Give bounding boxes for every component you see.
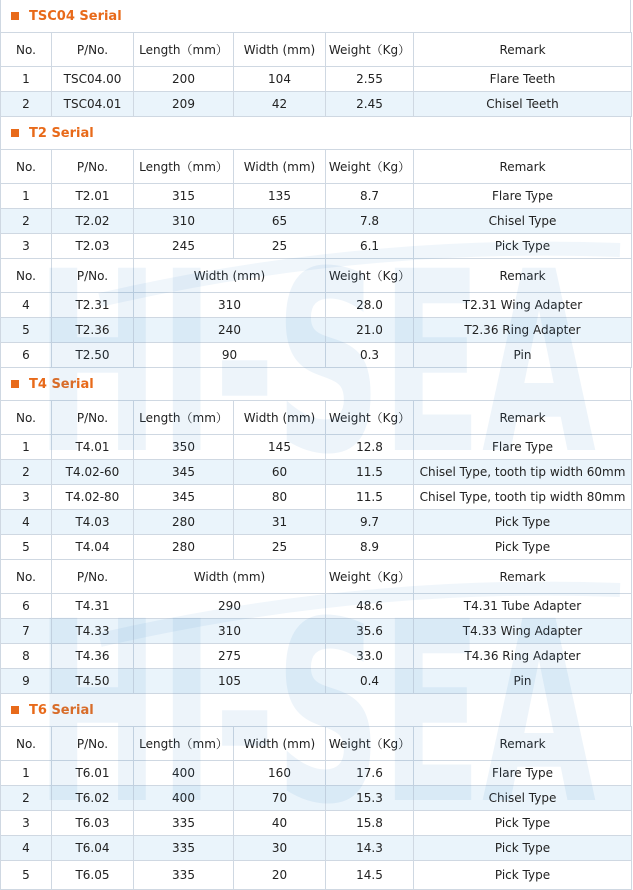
cell-weight: 8.9	[326, 535, 414, 560]
column-header: P/No.	[52, 401, 134, 435]
column-header: Weight（Kg）	[326, 33, 414, 67]
table-row	[1, 594, 632, 619]
cell-no: 1	[1, 184, 52, 209]
cell-remark: Chisel Type	[414, 209, 632, 234]
cell-weight: 0.4	[326, 669, 414, 694]
table-row	[1, 644, 632, 669]
cell-length: 400	[134, 786, 234, 811]
column-header: Weight（Kg）	[326, 259, 414, 293]
cell-weight: 15.3	[326, 786, 414, 811]
table-row	[1, 234, 632, 259]
column-header: Weight（Kg）	[326, 150, 414, 184]
cell-weight: 8.7	[326, 184, 414, 209]
cell-remark: Pick Type	[414, 234, 632, 259]
table-header-row	[1, 259, 632, 293]
cell-weight: 14.5	[326, 861, 414, 890]
section-header	[0, 117, 631, 149]
cell-part-number: T2.36	[52, 318, 134, 343]
cell-part-number: T2.50	[52, 343, 134, 368]
column-header: No.	[1, 150, 52, 184]
column-header: No.	[1, 401, 52, 435]
cell-weight: 12.8	[326, 435, 414, 460]
cell-width: 135	[234, 184, 326, 209]
table-row	[1, 861, 632, 890]
table-row	[1, 343, 632, 368]
cell-weight: 21.0	[326, 318, 414, 343]
cell-part-number: T6.01	[52, 761, 134, 786]
cell-width: 30	[234, 836, 326, 861]
cell-no: 5	[1, 535, 52, 560]
cell-weight: 6.1	[326, 234, 414, 259]
cell-width: 104	[234, 67, 326, 92]
table-header-row	[1, 401, 632, 435]
table-row	[1, 761, 632, 786]
cell-width: 105	[134, 669, 326, 694]
cell-weight: 2.45	[326, 92, 414, 117]
table-row	[1, 67, 632, 92]
cell-part-number: T2.03	[52, 234, 134, 259]
column-header: Length（mm）	[134, 150, 234, 184]
cell-weight: 14.3	[326, 836, 414, 861]
cell-width: 240	[134, 318, 326, 343]
column-header: P/No.	[52, 560, 134, 594]
cell-no: 2	[1, 460, 52, 485]
cell-remark: T2.36 Ring Adapter	[414, 318, 632, 343]
table-row	[1, 92, 632, 117]
cell-remark: Pick Type	[414, 510, 632, 535]
cell-remark: T4.33 Wing Adapter	[414, 619, 632, 644]
cell-no: 2	[1, 92, 52, 117]
cell-remark: Flare Type	[414, 761, 632, 786]
cell-no: 4	[1, 293, 52, 318]
column-header: Width (mm)	[134, 259, 326, 293]
cell-remark: Flare Type	[414, 184, 632, 209]
cell-width: 145	[234, 435, 326, 460]
cell-no: 3	[1, 234, 52, 259]
table-row	[1, 435, 632, 460]
column-header: Remark	[414, 727, 632, 761]
cell-width: 275	[134, 644, 326, 669]
table-header-row	[1, 560, 632, 594]
cell-remark: Pin	[414, 669, 632, 694]
column-header: Remark	[414, 560, 632, 594]
cell-no: 8	[1, 644, 52, 669]
cell-no: 6	[1, 343, 52, 368]
cell-remark: Pick Type	[414, 861, 632, 890]
cell-weight: 48.6	[326, 594, 414, 619]
cell-part-number: T4.01	[52, 435, 134, 460]
cell-length: 280	[134, 535, 234, 560]
cell-length: 245	[134, 234, 234, 259]
cell-no: 2	[1, 209, 52, 234]
column-header: P/No.	[52, 150, 134, 184]
cell-no: 4	[1, 836, 52, 861]
cell-width: 31	[234, 510, 326, 535]
cell-width: 160	[234, 761, 326, 786]
section-header	[0, 368, 631, 400]
cell-width: 60	[234, 460, 326, 485]
cell-no: 7	[1, 619, 52, 644]
table-header-row	[1, 150, 632, 184]
square-bullet-icon	[11, 706, 19, 714]
cell-width: 65	[234, 209, 326, 234]
table-row	[1, 209, 632, 234]
table-row	[1, 485, 632, 510]
cell-remark: Pick Type	[414, 836, 632, 861]
cell-remark: T2.31 Wing Adapter	[414, 293, 632, 318]
cell-length: 400	[134, 761, 234, 786]
cell-no: 3	[1, 811, 52, 836]
section-header	[0, 694, 631, 726]
cell-remark: Chisel Type	[414, 786, 632, 811]
cell-width: 310	[134, 293, 326, 318]
cell-length: 310	[134, 209, 234, 234]
cell-no: 3	[1, 485, 52, 510]
cell-width: 25	[234, 535, 326, 560]
cell-length: 335	[134, 861, 234, 890]
cell-part-number: TSC04.01	[52, 92, 134, 117]
cell-length: 200	[134, 67, 234, 92]
cell-part-number: TSC04.00	[52, 67, 134, 92]
cell-length: 315	[134, 184, 234, 209]
cell-no: 6	[1, 594, 52, 619]
square-bullet-icon	[11, 129, 19, 137]
column-header: Weight（Kg）	[326, 727, 414, 761]
cell-part-number: T4.33	[52, 619, 134, 644]
table-row	[1, 811, 632, 836]
table-header-row	[1, 33, 632, 67]
table-row	[1, 669, 632, 694]
cell-part-number: T6.05	[52, 861, 134, 890]
column-header: Remark	[414, 150, 632, 184]
square-bullet-icon	[11, 12, 19, 20]
table-row	[1, 535, 632, 560]
table-row	[1, 619, 632, 644]
cell-part-number: T4.04	[52, 535, 134, 560]
table-row	[1, 786, 632, 811]
column-header: P/No.	[52, 259, 134, 293]
column-header: Weight（Kg）	[326, 401, 414, 435]
cell-width: 70	[234, 786, 326, 811]
cell-part-number: T6.04	[52, 836, 134, 861]
cell-no: 5	[1, 861, 52, 890]
cell-width: 310	[134, 619, 326, 644]
cell-length: 280	[134, 510, 234, 535]
cell-length: 345	[134, 460, 234, 485]
cell-weight: 11.5	[326, 485, 414, 510]
column-header: No.	[1, 259, 52, 293]
cell-weight: 17.6	[326, 761, 414, 786]
column-header: Length（mm）	[134, 727, 234, 761]
cell-width: 20	[234, 861, 326, 890]
cell-part-number: T4.02-80	[52, 485, 134, 510]
cell-no: 9	[1, 669, 52, 694]
column-header: Remark	[414, 401, 632, 435]
cell-no: 1	[1, 67, 52, 92]
cell-width: 90	[134, 343, 326, 368]
cell-part-number: T4.03	[52, 510, 134, 535]
cell-length: 345	[134, 485, 234, 510]
cell-part-number: T4.36	[52, 644, 134, 669]
section-title: TSC04 Serial	[29, 8, 122, 24]
cell-remark: Pin	[414, 343, 632, 368]
cell-no: 1	[1, 435, 52, 460]
cell-no: 1	[1, 761, 52, 786]
section-header	[0, 0, 631, 32]
column-header: No.	[1, 560, 52, 594]
cell-weight: 33.0	[326, 644, 414, 669]
cell-remark: Chisel Type, tooth tip width 80mm	[414, 485, 632, 510]
cell-part-number: T4.02-60	[52, 460, 134, 485]
cell-remark: T4.36 Ring Adapter	[414, 644, 632, 669]
cell-remark: Flare Type	[414, 435, 632, 460]
column-header: Remark	[414, 259, 632, 293]
cell-remark: Chisel Type, tooth tip width 60mm	[414, 460, 632, 485]
cell-length: 350	[134, 435, 234, 460]
column-header: Weight（Kg）	[326, 560, 414, 594]
table-row	[1, 184, 632, 209]
cell-weight: 35.6	[326, 619, 414, 644]
column-header: Length（mm）	[134, 401, 234, 435]
table-row	[1, 836, 632, 861]
cell-length: 335	[134, 836, 234, 861]
spec-table	[0, 32, 632, 117]
table-row	[1, 318, 632, 343]
table-row	[1, 510, 632, 535]
cell-remark: Chisel Teeth	[414, 92, 632, 117]
cell-part-number: T2.02	[52, 209, 134, 234]
column-header: Width (mm)	[234, 33, 326, 67]
column-header: Remark	[414, 33, 632, 67]
column-header: Width (mm)	[234, 727, 326, 761]
column-header: Length（mm）	[134, 33, 234, 67]
square-bullet-icon	[11, 380, 19, 388]
column-header: P/No.	[52, 33, 134, 67]
cell-weight: 7.8	[326, 209, 414, 234]
column-header: P/No.	[52, 727, 134, 761]
column-header: No.	[1, 727, 52, 761]
cell-part-number: T4.31	[52, 594, 134, 619]
table-row	[1, 460, 632, 485]
column-header: Width (mm)	[134, 560, 326, 594]
column-header: No.	[1, 33, 52, 67]
spec-table	[0, 400, 632, 694]
cell-remark: Pick Type	[414, 535, 632, 560]
cell-part-number: T6.03	[52, 811, 134, 836]
table-header-row	[1, 727, 632, 761]
column-header: Width (mm)	[234, 401, 326, 435]
cell-weight: 9.7	[326, 510, 414, 535]
section-title: T4 Serial	[29, 376, 94, 392]
section-title: T6 Serial	[29, 702, 94, 718]
cell-width: 25	[234, 234, 326, 259]
column-header: Width (mm)	[234, 150, 326, 184]
cell-remark: T4.31 Tube Adapter	[414, 594, 632, 619]
cell-part-number: T6.02	[52, 786, 134, 811]
cell-width: 40	[234, 811, 326, 836]
cell-length: 209	[134, 92, 234, 117]
spec-table	[0, 726, 632, 890]
cell-part-number: T2.01	[52, 184, 134, 209]
section-title: T2 Serial	[29, 125, 94, 141]
cell-no: 4	[1, 510, 52, 535]
cell-length: 335	[134, 811, 234, 836]
cell-weight: 28.0	[326, 293, 414, 318]
cell-width: 42	[234, 92, 326, 117]
cell-part-number: T2.31	[52, 293, 134, 318]
cell-no: 2	[1, 786, 52, 811]
cell-part-number: T4.50	[52, 669, 134, 694]
spec-table	[0, 149, 632, 368]
cell-no: 5	[1, 318, 52, 343]
cell-weight: 0.3	[326, 343, 414, 368]
cell-width: 80	[234, 485, 326, 510]
cell-width: 290	[134, 594, 326, 619]
cell-weight: 11.5	[326, 460, 414, 485]
table-row	[1, 293, 632, 318]
cell-weight: 15.8	[326, 811, 414, 836]
cell-weight: 2.55	[326, 67, 414, 92]
cell-remark: Flare Teeth	[414, 67, 632, 92]
cell-remark: Pick Type	[414, 811, 632, 836]
